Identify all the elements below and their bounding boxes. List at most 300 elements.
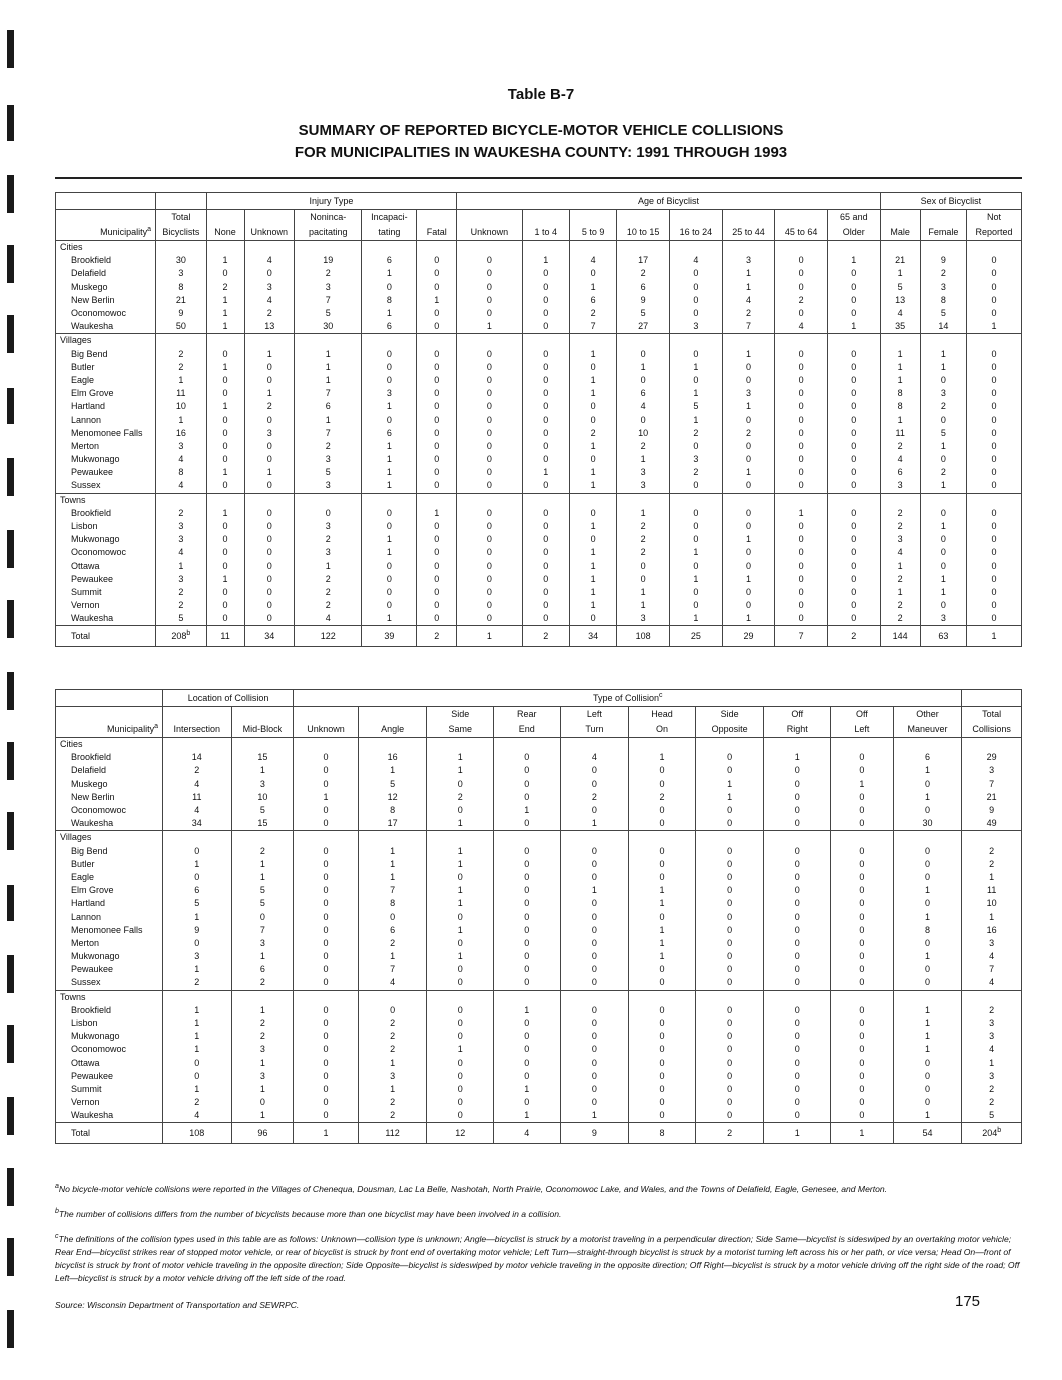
- table-cell: 17: [358, 817, 427, 831]
- table-cell: 0: [244, 520, 295, 533]
- table-cell: 1: [880, 374, 920, 387]
- table-cell: 0: [764, 871, 831, 884]
- table-cell: 0: [358, 1004, 427, 1017]
- table-cell: 0: [494, 791, 561, 804]
- table-cell: 1: [427, 858, 494, 871]
- table-cell: 1: [617, 586, 670, 599]
- municipality-name: Brookfield: [56, 1004, 163, 1017]
- table-cell: 0: [764, 1096, 831, 1109]
- total-cell: 144: [880, 626, 920, 647]
- table-row: [56, 560, 1022, 573]
- table-cell: 0: [494, 778, 561, 791]
- table-cell: 0: [695, 858, 764, 871]
- table-cell: 11: [880, 427, 920, 440]
- table-cell: [827, 493, 880, 507]
- scan-mark: [7, 530, 14, 568]
- table-cell: 1: [722, 466, 775, 479]
- column-header-row: [56, 722, 1022, 738]
- municipality-name: Hartland: [56, 897, 163, 910]
- scan-mark: [7, 175, 14, 213]
- table-cell: 0: [695, 1030, 764, 1043]
- table-cell: [362, 493, 417, 507]
- table-cell: 1: [569, 520, 616, 533]
- table-cell: 0: [206, 267, 244, 280]
- table-cell: 8: [358, 897, 427, 910]
- table-cell: 0: [764, 1030, 831, 1043]
- table-cell: [831, 990, 894, 1004]
- table-cell: 0: [831, 910, 894, 923]
- collision-type-header: [294, 690, 962, 707]
- column-header-top: [162, 707, 231, 723]
- table-cell: 0: [775, 560, 828, 573]
- table-cell: 0: [893, 1070, 962, 1083]
- column-header: Angle: [358, 722, 427, 738]
- table-cell: 0: [417, 361, 457, 374]
- table-cell: 0: [457, 546, 522, 559]
- column-header-top: [244, 210, 295, 226]
- column-header-top: Left: [560, 707, 629, 723]
- column-header: On: [629, 722, 696, 738]
- table-cell: 0: [427, 937, 494, 950]
- table-cell: 3: [231, 937, 294, 950]
- table-cell: 11: [162, 791, 231, 804]
- table-row: [56, 950, 1022, 963]
- table-cell: 13: [880, 294, 920, 307]
- table-row: [56, 858, 1022, 871]
- table-cell: [231, 990, 294, 1004]
- table-cell: 0: [695, 937, 764, 950]
- table-cell: 0: [629, 1057, 696, 1070]
- table-cell: 1: [427, 950, 494, 963]
- table-row: [56, 897, 1022, 910]
- table-cell: 6: [231, 963, 294, 976]
- total-cell: 2: [417, 626, 457, 647]
- table-cell: 0: [967, 400, 1022, 413]
- table-cell: 2: [295, 267, 362, 280]
- table-cell: [880, 493, 920, 507]
- footnote-marker: a: [154, 723, 158, 730]
- municipality-name: Brookfield: [56, 507, 156, 520]
- table-cell: [244, 334, 295, 348]
- total-cell: 54: [893, 1123, 962, 1144]
- table-cell: 0: [560, 1070, 629, 1083]
- table-cell: 0: [764, 845, 831, 858]
- table-cell: 0: [362, 507, 417, 520]
- table-cell: 1: [827, 320, 880, 334]
- group-label: Towns: [56, 990, 163, 1004]
- table-cell: 3: [920, 612, 966, 626]
- column-header-top: 65 and: [827, 210, 880, 226]
- table-cell: 0: [629, 1017, 696, 1030]
- page-subtitle: FOR MUNICIPALITIES IN WAUKESHA COUNTY: 1991 THROUGH 1993: [294, 144, 788, 161]
- table-cell: 0: [560, 1083, 629, 1096]
- table-cell: 0: [827, 294, 880, 307]
- table-cell: 0: [629, 1083, 696, 1096]
- table-cell: 0: [827, 374, 880, 387]
- table-cell: 0: [522, 387, 569, 400]
- table-cell: [494, 831, 561, 845]
- table-cell: 0: [670, 520, 723, 533]
- table-cell: 2: [231, 976, 294, 990]
- table-cell: 3: [156, 267, 207, 280]
- table-cell: 0: [764, 1017, 831, 1030]
- total-cell: 63: [920, 626, 966, 647]
- table-cell: 7: [295, 294, 362, 307]
- table-cell: 1: [295, 560, 362, 573]
- table-cell: 4: [775, 320, 828, 334]
- table-cell: 0: [569, 453, 616, 466]
- group-row: [56, 831, 1022, 845]
- table-cell: 0: [695, 845, 764, 858]
- table-cell: [417, 334, 457, 348]
- table-cell: 0: [494, 858, 561, 871]
- table-cell: 0: [920, 507, 966, 520]
- table-cell: 0: [522, 413, 569, 426]
- table-cell: 0: [294, 1083, 359, 1096]
- table-cell: 0: [244, 546, 295, 559]
- table-cell: 16: [156, 427, 207, 440]
- table-cell: 1: [569, 573, 616, 586]
- total-cell: 1: [831, 1123, 894, 1144]
- table-cell: 0: [827, 453, 880, 466]
- table-cell: 0: [629, 1070, 696, 1083]
- table-cell: 3: [231, 778, 294, 791]
- table-cell: 2: [231, 1030, 294, 1043]
- column-header: 10 to 15: [617, 225, 670, 241]
- table-cell: 0: [722, 586, 775, 599]
- table-cell: 0: [244, 573, 295, 586]
- table-cell: 0: [417, 586, 457, 599]
- table-cell: 0: [457, 573, 522, 586]
- table-cell: 8: [156, 466, 207, 479]
- table-cell: 6: [617, 281, 670, 294]
- table-cell: 0: [362, 413, 417, 426]
- table-cell: 3: [962, 1017, 1022, 1030]
- table-cell: 0: [417, 560, 457, 573]
- table-cell: 0: [695, 950, 764, 963]
- table-cell: 0: [244, 267, 295, 280]
- municipality-name: Elm Grove: [56, 884, 163, 897]
- table-cell: 3: [295, 281, 362, 294]
- table-cell: 0: [417, 599, 457, 612]
- table-cell: 0: [427, 976, 494, 990]
- table-cell: 1: [362, 440, 417, 453]
- table-cell: 0: [629, 858, 696, 871]
- table-cell: 0: [494, 1043, 561, 1056]
- table-cell: 0: [244, 612, 295, 626]
- table-cell: 0: [294, 884, 359, 897]
- table-cell: 3: [231, 1043, 294, 1056]
- table-cell: 0: [893, 871, 962, 884]
- table-cell: 0: [362, 374, 417, 387]
- municipality-name: Oconomowoc: [56, 804, 163, 817]
- table-cell: 1: [362, 267, 417, 280]
- column-header-top: [206, 210, 244, 226]
- column-header-top: Not: [967, 210, 1022, 226]
- municipality-name: Waukesha: [56, 817, 163, 831]
- table-cell: 0: [775, 361, 828, 374]
- table-cell: 1: [427, 751, 494, 764]
- table-cell: 0: [831, 751, 894, 764]
- table-cell: 2: [295, 599, 362, 612]
- municipality-name: Lannon: [56, 413, 156, 426]
- table-cell: 2: [670, 466, 723, 479]
- table-cell: 1: [670, 546, 723, 559]
- municipality-name: Ottawa: [56, 560, 156, 573]
- table-cell: 0: [494, 884, 561, 897]
- table-row: [56, 281, 1022, 294]
- table-cell: 2: [617, 546, 670, 559]
- total-cell: 25: [670, 626, 723, 647]
- group-row: [56, 738, 1022, 752]
- table-cell: 1: [231, 950, 294, 963]
- table-cell: 0: [417, 466, 457, 479]
- table-cell: [294, 990, 359, 1004]
- table-cell: 0: [560, 764, 629, 777]
- table-cell: 0: [967, 254, 1022, 267]
- table-cell: [162, 990, 231, 1004]
- municipality-name: Mukwonago: [56, 950, 163, 963]
- table-cell: 0: [695, 1096, 764, 1109]
- table-row: [56, 348, 1022, 361]
- table-cell: 0: [722, 507, 775, 520]
- table-cell: 10: [962, 897, 1022, 910]
- table-row: [56, 400, 1022, 413]
- table-cell: [880, 241, 920, 255]
- table-row: [56, 751, 1022, 764]
- table-cell: 0: [967, 466, 1022, 479]
- table-cell: 0: [560, 845, 629, 858]
- column-header-top: [522, 210, 569, 226]
- table-cell: 1: [962, 871, 1022, 884]
- table-cell: 11: [156, 387, 207, 400]
- municipality-name: Summit: [56, 1083, 163, 1096]
- table-cell: 0: [775, 348, 828, 361]
- table-cell: 1: [231, 1083, 294, 1096]
- table-cell: 0: [629, 804, 696, 817]
- table-cell: 0: [231, 1096, 294, 1109]
- table-cell: 4: [162, 778, 231, 791]
- column-header-top: [56, 707, 163, 723]
- column-header: Maneuver: [893, 722, 962, 738]
- group-label: Cities: [56, 241, 156, 255]
- table-cell: 6: [617, 387, 670, 400]
- table-cell: 0: [831, 764, 894, 777]
- table-cell: 0: [893, 845, 962, 858]
- table-cell: 2: [722, 307, 775, 320]
- table-cell: [156, 334, 207, 348]
- table-cell: 1: [522, 466, 569, 479]
- table-row: [56, 320, 1022, 334]
- table-cell: 0: [670, 479, 723, 493]
- total-cell: 29: [722, 626, 775, 647]
- collision-type-table: [55, 689, 1022, 1144]
- table-cell: 7: [358, 963, 427, 976]
- table-cell: 0: [967, 453, 1022, 466]
- scan-mark: [7, 1238, 14, 1276]
- table-cell: 2: [962, 845, 1022, 858]
- group-label: Villages: [56, 334, 156, 348]
- table-cell: 0: [893, 976, 962, 990]
- table-cell: 1: [617, 599, 670, 612]
- table-cell: 6: [880, 466, 920, 479]
- table-cell: 0: [427, 1030, 494, 1043]
- footnote-b: $^b$The number of collisions differs from the number of bicyclists because more than one bicyclist may have been involved in a collision.: [55, 1208, 562, 1219]
- table-cell: 0: [569, 267, 616, 280]
- table-cell: 0: [457, 533, 522, 546]
- column-header-top: [670, 210, 723, 226]
- group-row: [56, 241, 1022, 255]
- table-cell: 0: [522, 361, 569, 374]
- table-cell: 0: [457, 560, 522, 573]
- table-cell: 0: [827, 573, 880, 586]
- table-cell: 4: [617, 400, 670, 413]
- total-cell: 34: [569, 626, 616, 647]
- table-cell: 0: [362, 599, 417, 612]
- table-cell: 2: [358, 1017, 427, 1030]
- table-cell: 0: [244, 586, 295, 599]
- table-cell: 0: [206, 374, 244, 387]
- table-cell: 1: [569, 348, 616, 361]
- table-cell: 3: [617, 479, 670, 493]
- table-cell: [617, 493, 670, 507]
- table-cell: 1: [920, 440, 966, 453]
- table-cell: 0: [457, 466, 522, 479]
- table-cell: [893, 990, 962, 1004]
- table-cell: [294, 738, 359, 752]
- column-header-top: [56, 210, 156, 226]
- table-cell: 0: [920, 533, 966, 546]
- table-cell: 1: [617, 453, 670, 466]
- table-cell: [457, 241, 522, 255]
- table-cell: 3: [295, 520, 362, 533]
- table-cell: 1: [629, 924, 696, 937]
- table-cell: 2: [295, 440, 362, 453]
- municipality-name: Brookfield: [56, 751, 163, 764]
- table-cell: 0: [695, 924, 764, 937]
- table-row: [56, 294, 1022, 307]
- table-cell: 1: [358, 871, 427, 884]
- table-cell: 1: [569, 466, 616, 479]
- column-header-top: Incapaci-: [362, 210, 417, 226]
- municipality-name: Waukesha: [56, 320, 156, 334]
- table-cell: 2: [358, 937, 427, 950]
- municipality-name: Delafield: [56, 764, 163, 777]
- table-cell: 0: [417, 387, 457, 400]
- table-cell: 5: [920, 307, 966, 320]
- table-row: [56, 520, 1022, 533]
- table-cell: 0: [494, 897, 561, 910]
- table-cell: 1: [162, 1017, 231, 1030]
- table-cell: 3: [362, 387, 417, 400]
- table-cell: 0: [967, 281, 1022, 294]
- table-cell: 1: [880, 413, 920, 426]
- column-header-top: [617, 210, 670, 226]
- table-cell: 1: [893, 1109, 962, 1123]
- table-cell: 8: [156, 281, 207, 294]
- table-cell: [827, 334, 880, 348]
- scan-mark: [7, 812, 14, 850]
- table-cell: 1: [962, 1057, 1022, 1070]
- table-cell: 0: [893, 1057, 962, 1070]
- table-row: [56, 871, 1022, 884]
- column-header: 16 to 24: [670, 225, 723, 241]
- total-cell: 122: [295, 626, 362, 647]
- table-cell: 16: [962, 924, 1022, 937]
- table-cell: 1: [362, 546, 417, 559]
- table-cell: 1: [427, 845, 494, 858]
- table-cell: 1: [231, 858, 294, 871]
- table-cell: [569, 493, 616, 507]
- total-cell: 12: [427, 1123, 494, 1144]
- table-cell: 0: [722, 599, 775, 612]
- table-cell: 1: [617, 507, 670, 520]
- table-cell: 7: [295, 427, 362, 440]
- table-cell: 12: [358, 791, 427, 804]
- table-cell: 1: [162, 963, 231, 976]
- table-cell: 4: [880, 453, 920, 466]
- table-cell: 16: [358, 751, 427, 764]
- table-cell: 0: [417, 320, 457, 334]
- column-header: Older: [827, 225, 880, 241]
- table-cell: 1: [156, 374, 207, 387]
- table-cell: 0: [827, 307, 880, 320]
- table-cell: 0: [206, 427, 244, 440]
- table-cell: 1: [244, 348, 295, 361]
- footnote-a: $^a$No bicycle-motor vehicle collisions were reported in the Villages of Chenequa, Dousman, Lac La Belle, Nashotah, North Prairie, Oconomowoc Lake, and Wales, and the Towns of Delafield, Eagle, Genesee, and Merton.: [55, 1183, 888, 1194]
- table-cell: 2: [358, 1096, 427, 1109]
- table-cell: [295, 493, 362, 507]
- table-cell: 0: [362, 361, 417, 374]
- table-cell: 0: [695, 871, 764, 884]
- table-cell: 0: [893, 778, 962, 791]
- table-cell: 2: [880, 507, 920, 520]
- table-cell: 0: [764, 1043, 831, 1056]
- table-cell: 4: [670, 254, 723, 267]
- table-cell: 1: [670, 387, 723, 400]
- table-cell: 0: [457, 479, 522, 493]
- column-header: Bicyclists: [156, 225, 207, 241]
- table-row: [56, 254, 1022, 267]
- table-cell: 0: [670, 440, 723, 453]
- table-cell: 5: [295, 466, 362, 479]
- table-cell: 4: [244, 254, 295, 267]
- table-cell: 2: [880, 520, 920, 533]
- table-cell: 0: [967, 612, 1022, 626]
- table-row: [56, 374, 1022, 387]
- total-cell: 1: [294, 1123, 359, 1144]
- table-cell: 0: [764, 1057, 831, 1070]
- column-header-top: [880, 210, 920, 226]
- table-cell: 0: [522, 294, 569, 307]
- table-cell: 0: [522, 453, 569, 466]
- table-cell: [494, 990, 561, 1004]
- table-cell: 30: [295, 320, 362, 334]
- table-cell: [695, 738, 764, 752]
- table-cell: 2: [156, 599, 207, 612]
- table-cell: 1: [569, 387, 616, 400]
- table-cell: [670, 241, 723, 255]
- table-cell: 2: [920, 400, 966, 413]
- table-cell: 0: [967, 533, 1022, 546]
- group-label: Towns: [56, 493, 156, 507]
- table-cell: 0: [494, 937, 561, 950]
- municipality-name: Pewaukee: [56, 1070, 163, 1083]
- table-cell: 0: [920, 599, 966, 612]
- table-cell: 0: [722, 546, 775, 559]
- municipality-name: Mukwonago: [56, 453, 156, 466]
- table-row: [56, 267, 1022, 280]
